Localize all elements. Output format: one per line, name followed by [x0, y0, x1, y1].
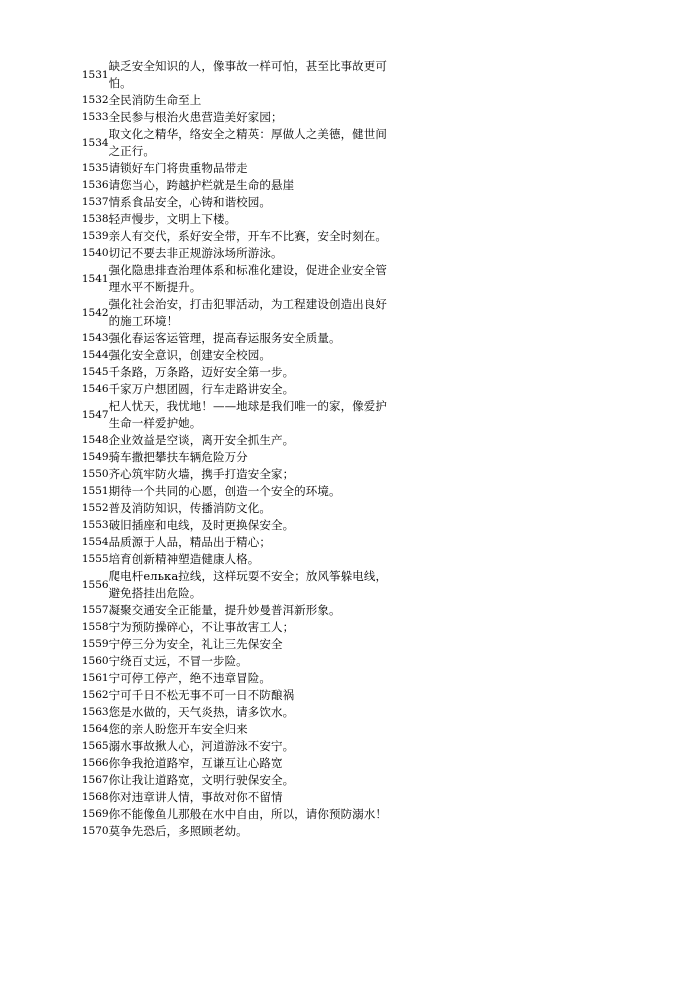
table-row — [78, 483, 388, 500]
table-row — [78, 245, 388, 262]
item-number: 1536 — [81, 179, 109, 191]
item-text: 你对违章讲人情，事故对你不留情 — [108, 790, 283, 804]
item-number: 1540 — [81, 247, 109, 259]
table-row — [78, 806, 388, 823]
item-text: 爬电杆елька拉线，这样玩耍不安全；放风筝躲电线，避免搭挂出危险。 — [108, 569, 388, 600]
item-text: 情系食品安全，心铸和谐校园。 — [108, 195, 271, 209]
item-text: 请锁好车门将贵重物品带走 — [108, 161, 248, 175]
table-row — [78, 704, 388, 721]
item-text: 你让我让道路宽，文明行驶保安全。 — [108, 773, 295, 787]
item-number: 1531 — [81, 68, 109, 81]
item-text: 齐心筑牢防火墙，携手打造安全家； — [108, 467, 295, 481]
item-text: 凝聚交通安全正能量，提升妙曼普洱新形象。 — [108, 603, 341, 617]
table-row — [78, 534, 388, 551]
table-row — [78, 177, 388, 194]
table-row — [78, 772, 388, 789]
item-number: 1548 — [81, 434, 109, 446]
table-row — [78, 517, 388, 534]
table-row — [78, 432, 388, 449]
item-text: 您是水做的，天气炎热，请多饮水。 — [108, 705, 295, 719]
item-number: 1542 — [81, 306, 109, 319]
slogan-list-container — [78, 58, 388, 840]
table-row — [78, 126, 388, 160]
item-number: 1560 — [81, 655, 109, 667]
table-row — [78, 789, 388, 806]
item-number: 1563 — [81, 706, 109, 718]
table-row — [78, 330, 388, 347]
item-number: 1559 — [81, 638, 109, 650]
table-row — [78, 228, 388, 245]
item-number: 1537 — [81, 196, 109, 208]
item-text: 莫争先恐后，多照顾老幼。 — [108, 824, 248, 838]
item-text: 全民消防生命至上 — [108, 93, 202, 107]
item-number: 1558 — [81, 621, 109, 633]
item-number: 1547 — [81, 408, 109, 421]
item-number: 1541 — [81, 272, 109, 285]
item-text: 强化春运客运管理，提高春运服务安全质量。 — [108, 331, 341, 345]
table-row — [78, 58, 388, 92]
table-row — [78, 721, 388, 738]
table-row — [78, 194, 388, 211]
item-number: 1553 — [81, 519, 109, 531]
item-number: 1545 — [81, 366, 109, 378]
item-number: 1532 — [81, 94, 109, 106]
item-text: 破旧插座和电线，及时更换保安全。 — [108, 518, 295, 532]
item-number: 1564 — [81, 723, 109, 735]
item-text: 杞人忧天，我忧地！——地球是我们唯一的家，像爱护生命一样爱护她。 — [108, 399, 387, 430]
item-number: 1569 — [81, 808, 109, 820]
item-number: 1561 — [81, 672, 109, 684]
item-text: 企业效益是空谈，离开安全抓生产。 — [108, 433, 295, 447]
item-text: 宁停三分为安全，礼让三先保安全 — [108, 637, 283, 651]
item-text: 亲人有交代，系好安全带，开车不比赛，安全时刻在。 — [108, 229, 387, 243]
table-row — [78, 687, 388, 704]
item-text: 缺乏安全知识的人，像事故一样可怕，甚至比事故更可怕。 — [108, 59, 387, 90]
slogan-table-body — [78, 58, 388, 840]
item-text: 强化社会治安，打击犯罪活动，为工程建设创造出良好的施工环境！ — [108, 297, 387, 328]
table-row — [78, 823, 388, 840]
table-row — [78, 381, 388, 398]
table-row — [78, 347, 388, 364]
item-text: 千家万户想团圆，行车走路讲安全。 — [108, 382, 295, 396]
item-text: 宁绕百丈远，不冒一步险。 — [108, 654, 248, 668]
item-number: 1546 — [81, 383, 109, 395]
table-row — [78, 449, 388, 466]
item-text: 宁可停工停产，绝不违章冒险。 — [108, 671, 271, 685]
slogan-table — [78, 58, 388, 840]
item-text: 千条路，万条路，迈好安全第一步。 — [108, 365, 295, 379]
item-number: 1543 — [81, 332, 109, 344]
item-text: 普及消防知识，传播消防文化。 — [108, 501, 271, 515]
item-text: 宁为预防操碎心，不让事故害工人； — [108, 620, 295, 634]
table-row — [78, 670, 388, 687]
item-text: 期待一个共同的心愿，创造一个安全的环境。 — [108, 484, 341, 498]
item-number: 1550 — [81, 468, 109, 480]
item-number: 1570 — [81, 825, 109, 837]
table-row — [78, 262, 388, 296]
item-number: 1534 — [81, 136, 109, 149]
table-row — [78, 92, 388, 109]
item-text: 你不能像鱼儿那般在水中自由，所以，请你预防溺水！ — [108, 807, 387, 821]
item-text: 溺水事故揪人心，河道游泳不安宁。 — [108, 739, 295, 753]
table-row — [78, 602, 388, 619]
item-text: 切记不要去非正规游泳场所游泳。 — [108, 246, 283, 260]
table-row — [78, 364, 388, 381]
item-text: 骑车撒把攀扶车辆危险万分 — [108, 450, 248, 464]
table-row — [78, 636, 388, 653]
item-number: 1568 — [81, 791, 109, 803]
item-text: 强化安全意识，创建安全校园。 — [108, 348, 271, 362]
table-row — [78, 466, 388, 483]
item-text: 宁可千日不松无事不可一日不防酿祸 — [108, 688, 295, 702]
item-number: 1556 — [81, 578, 109, 591]
table-row — [78, 653, 388, 670]
item-text: 取文化之精华，络安全之精英：厚做人之美德，健世间之正行。 — [108, 127, 387, 158]
table-row — [78, 500, 388, 517]
table-row — [78, 296, 388, 330]
item-number: 1551 — [81, 485, 109, 497]
item-text: 培育创新精神塑造健康人格。 — [108, 552, 260, 566]
item-number: 1557 — [81, 604, 109, 616]
item-number: 1538 — [81, 213, 109, 225]
item-number: 1549 — [81, 451, 109, 463]
table-row — [78, 619, 388, 636]
table-row — [78, 568, 388, 602]
item-text: 请您当心，跨越护栏就是生命的悬崖 — [108, 178, 295, 192]
item-number: 1566 — [81, 757, 109, 769]
item-number: 1539 — [81, 230, 109, 242]
item-number: 1535 — [81, 162, 109, 174]
table-row — [78, 551, 388, 568]
table-row — [78, 211, 388, 228]
table-row — [78, 738, 388, 755]
item-text: 全民参与根治火患营造美好家园； — [108, 110, 283, 124]
item-text: 强化隐患排查治理体系和标准化建设，促进企业安全管理水平不断提升。 — [108, 263, 387, 294]
item-number: 1544 — [81, 349, 109, 361]
table-row — [78, 398, 388, 432]
table-row — [78, 109, 388, 126]
item-text: 轻声慢步，文明上下楼。 — [108, 212, 237, 226]
item-number: 1562 — [81, 689, 109, 701]
item-number: 1555 — [81, 553, 109, 565]
item-number: 1565 — [81, 740, 109, 752]
item-number: 1552 — [81, 502, 109, 514]
item-text: 您的亲人盼您开车安全归来 — [108, 722, 248, 736]
item-number: 1533 — [81, 111, 109, 123]
item-text: 你争我抢道路窄，互谦互让心路宽 — [108, 756, 283, 770]
item-text: 品质源于人品，精品出于精心； — [108, 535, 271, 549]
item-number: 1567 — [81, 774, 109, 786]
table-row — [78, 160, 388, 177]
table-row — [78, 755, 388, 772]
item-number: 1554 — [81, 536, 109, 548]
